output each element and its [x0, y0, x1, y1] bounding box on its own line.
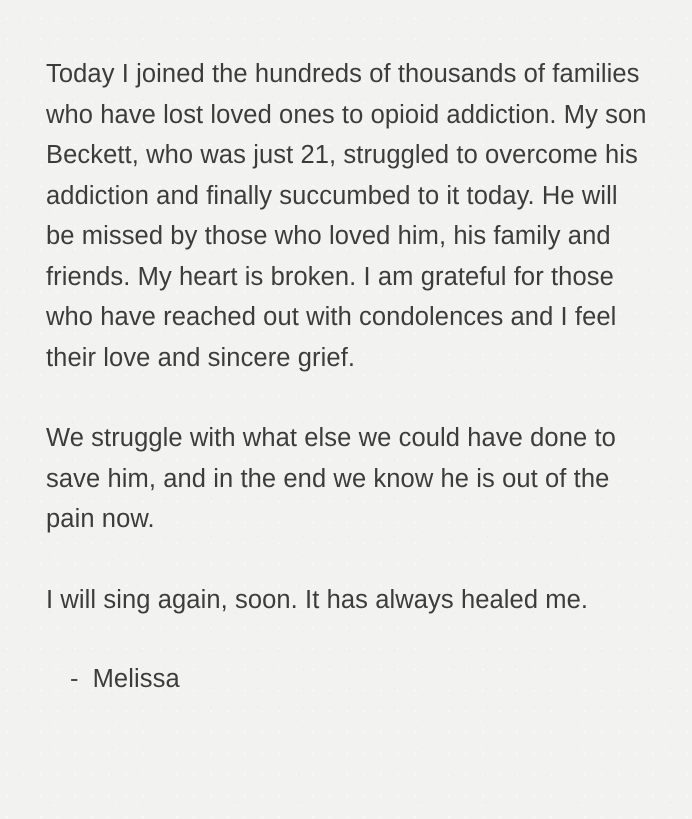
statement-paragraph-3: I will sing again, soon. It has always healed me. — [46, 585, 589, 614]
signature-name: Melissa — [92, 665, 180, 693]
signature-dash: - — [70, 665, 79, 693]
statement-paragraph-2: We struggle with what else we could have done to save him, and in the end we know he is out of the pain now. — [46, 424, 624, 533]
signature — [46, 659, 648, 700]
statement-paragraph-1: Today I joined the hundreds of thousands of families who have lost loved ones to opioid addiction. My son Beckett, who was just 21, struggled to overcome his addiction and finally succumbed to it today. He will be missed by those who loved him, his family and friends. My heart is broken. I am grateful for those who have reached out with condolences and I feel their love and sincere grief. — [46, 60, 654, 372]
statement-body — [46, 54, 654, 700]
